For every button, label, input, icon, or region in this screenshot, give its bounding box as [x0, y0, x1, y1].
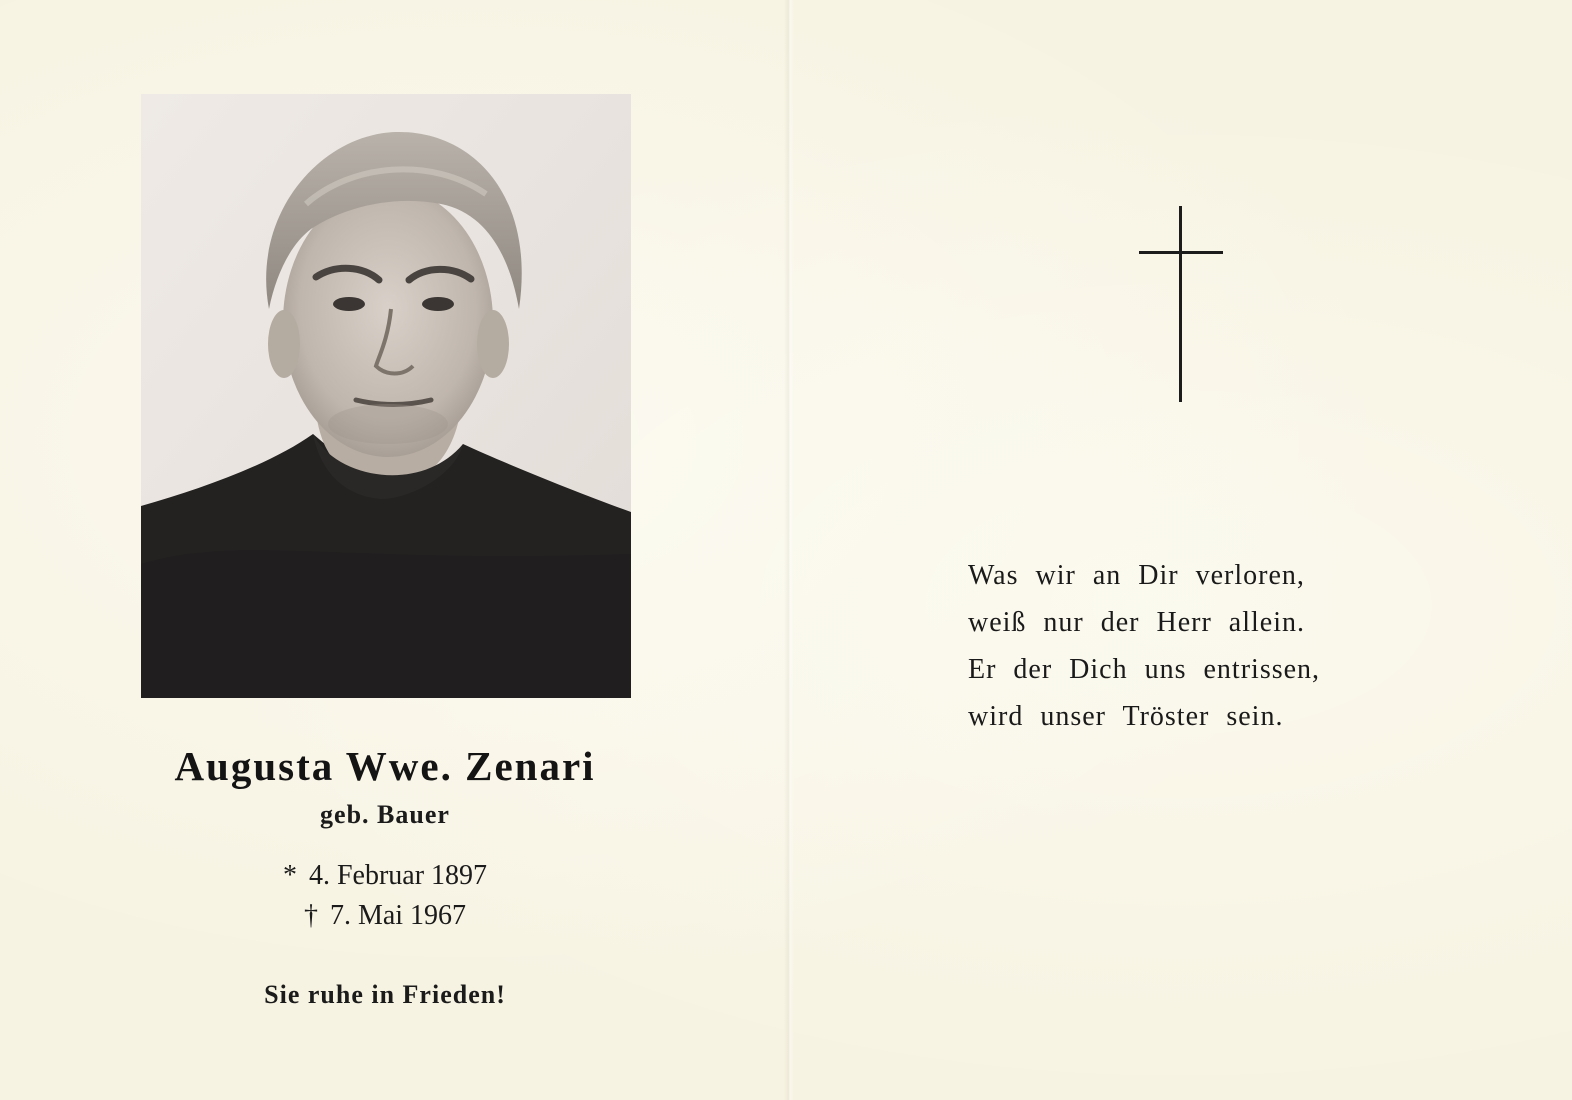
right-page [786, 0, 1572, 1100]
closing-blessing: Sie ruhe in Frieden! [264, 980, 506, 1009]
portrait-illustration [141, 94, 631, 698]
maiden-name: geb. Bauer [320, 800, 450, 829]
death-symbol: † [303, 900, 318, 931]
death-line [0, 900, 770, 932]
cross-icon [1136, 206, 1226, 402]
birth-line [0, 860, 770, 892]
portrait-photo [141, 94, 631, 698]
poem-line: wird unser Tröster sein. [968, 701, 1284, 732]
poem-line: Was wir an Dir verloren, [968, 560, 1305, 591]
poem-line: Er der Dich uns entrissen, [968, 654, 1321, 685]
birth-date: 4. Februar 1897 [308, 860, 488, 891]
memorial-poem [968, 552, 1398, 740]
poem-line: weiß nur der Herr allein. [968, 607, 1305, 638]
birth-symbol: * [282, 860, 297, 891]
deceased-name: Augusta Wwe. Zenari [174, 743, 596, 789]
death-date: 7. Mai 1967 [329, 900, 467, 931]
